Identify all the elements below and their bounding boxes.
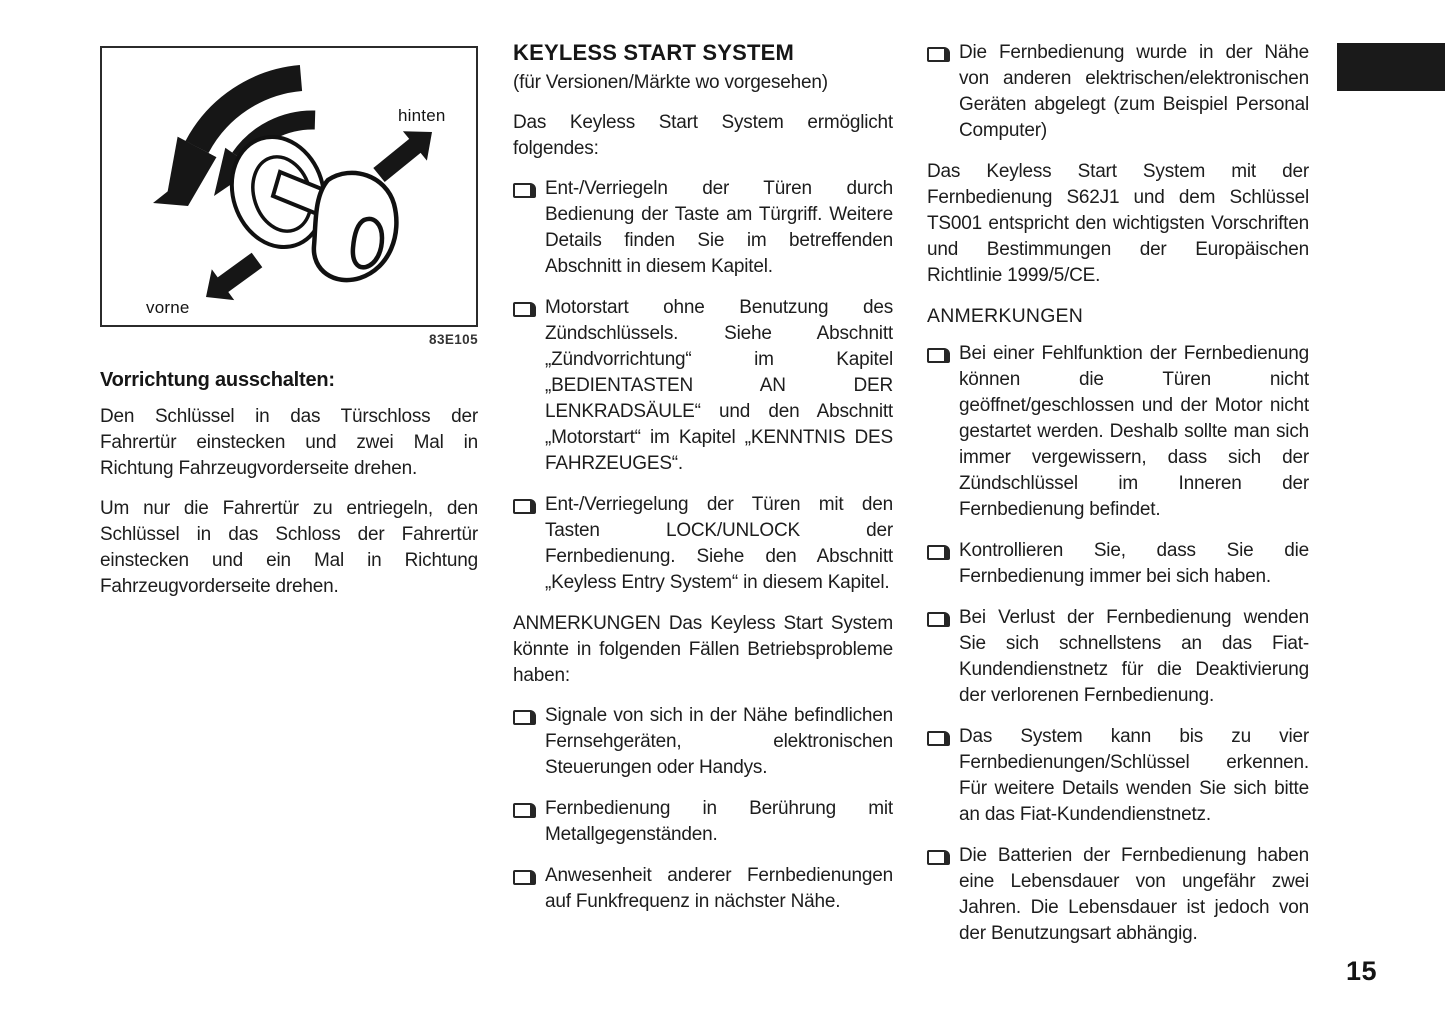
- key-lock-figure: [100, 46, 478, 327]
- middle-column: [513, 40, 893, 930]
- vorne-arrow-icon: [206, 253, 262, 300]
- figure-label-vorne: vorne: [146, 298, 190, 317]
- bullet-icon: [513, 803, 536, 818]
- list-item: Signale von sich in der Nähe befindlichen Fernsehgeräten, elektronischen Steuerungen oder Handys.: [513, 703, 893, 781]
- bullet-icon: [927, 612, 950, 627]
- bullet-icon: [513, 183, 536, 198]
- list-item: Motorstart ohne Benutzung des Zündschlüssels. Siehe Abschnitt „Zündvorrichtung“ im Kapitel „BEDIENTASTEN AN DER LENKRADSÄULE“ und den Abschnitt „Motorstart“ im Kapitel „KENNTNIS DES FAHRZEUGES“.: [513, 295, 893, 477]
- list-item: Die Fernbedienung wurde in der Nähe von anderen elektrischen/elektronischen Geräten abgelegt (zum Beispiel Personal Computer): [927, 40, 1309, 144]
- list-item: Ent-/Verriegelung der Türen mit den Tasten LOCK/UNLOCK der Fernbedienung. Siehe den Abschnitt „Keyless Entry System“ in diesem Kapitel.: [513, 492, 893, 596]
- list-item: Die Batterien der Fernbedienung haben eine Lebensdauer von ungefähr zwei Jahren. Die Lebensdauer ist jedoch von der Benutzungsart abhängig.: [927, 843, 1309, 947]
- list-item: Bei Verlust der Fernbedienung wenden Sie sich schnellstens an das Fiat-Kundendienstnetz für die Deaktivierung der verlorenen Fernbedienung.: [927, 605, 1309, 709]
- bullet-icon: [927, 47, 950, 62]
- section-title: KEYLESS START SYSTEM: [513, 40, 795, 65]
- key-head: [314, 173, 397, 280]
- page-number: 15: [1345, 956, 1377, 986]
- bullet-icon: [927, 731, 950, 746]
- left-heading: Vorrichtung ausschalten:: [100, 369, 335, 391]
- bullet-icon: [513, 870, 536, 885]
- intro-paragraph: Das Keyless Start System ermöglicht folgendes:: [513, 112, 893, 159]
- right-column: [927, 40, 1309, 962]
- figure-caption: 83E105: [429, 332, 478, 347]
- key-lock-illustration: [102, 48, 476, 325]
- list-item: Ent-/Verriegeln der Türen durch Bedienung der Taste am Türgriff. Weitere Details finden Sie im betreffenden Abschnitt in diesem Kapitel.: [513, 176, 893, 280]
- chapter-tab: [1337, 43, 1445, 91]
- list-item: Das System kann bis zu vier Fernbedienungen/Schlüssel erkennen. Für weitere Details wenden Sie sich bitte an das Fiat-Kundendienstnetz.: [927, 724, 1309, 828]
- list-item: Bei einer Fehlfunktion der Fernbedienung können die Türen nicht geöffnet/geschlossen und der Motor nicht gestartet werden. Deshalb sollte man sich immer vergewissern, dass sich der Zündschlüssel im Inneren der Fernbedienung befindet.: [927, 341, 1309, 523]
- bullet-icon: [927, 545, 950, 560]
- paragraph: Um nur die Fahrertür zu entriegeln, den Schlüssel in das Schloss der Fahrertür einstecken und ein Mal in Richtung Fahrzeugvorderseite drehen.: [100, 498, 478, 597]
- section-subtitle: (für Versionen/Märkte wo vorgesehen): [513, 72, 828, 93]
- figure-label-hinten: hinten: [398, 106, 446, 125]
- list-item: Anwesenheit anderer Fernbedienungen auf Funkfrequenz in nächster Nähe.: [513, 863, 893, 915]
- notes-intro: ANMERKUNGEN Das Keyless Start System könnte in folgenden Fällen Betriebsprobleme haben:: [513, 613, 893, 686]
- bullet-icon: [513, 302, 536, 317]
- bullet-icon: [513, 499, 536, 514]
- bullet-icon: [927, 348, 950, 363]
- paragraph: Den Schlüssel in das Türschloss der Fahrertür einstecken und zwei Mal in Richtung Fahrzeugvorderseite drehen.: [100, 406, 478, 479]
- hinten-arrow-icon: [373, 131, 432, 182]
- list-item: Kontrollieren Sie, dass Sie die Fernbedienung immer bei sich haben.: [927, 538, 1309, 590]
- bullet-icon: [927, 850, 950, 865]
- bullet-icon: [513, 710, 536, 725]
- paragraph: Das Keyless Start System mit der Fernbedienung S62J1 und dem Schlüssel TS001 entspricht den wichtigsten Vorschriften und Bestimmungen der Europäischen Richtlinie 1999/5/CE.: [927, 161, 1309, 286]
- list-item: Fernbedienung in Berührung mit Metallgegenständen.: [513, 796, 893, 848]
- notes-heading: ANMERKUNGEN: [927, 305, 1084, 327]
- left-column: [100, 46, 478, 614]
